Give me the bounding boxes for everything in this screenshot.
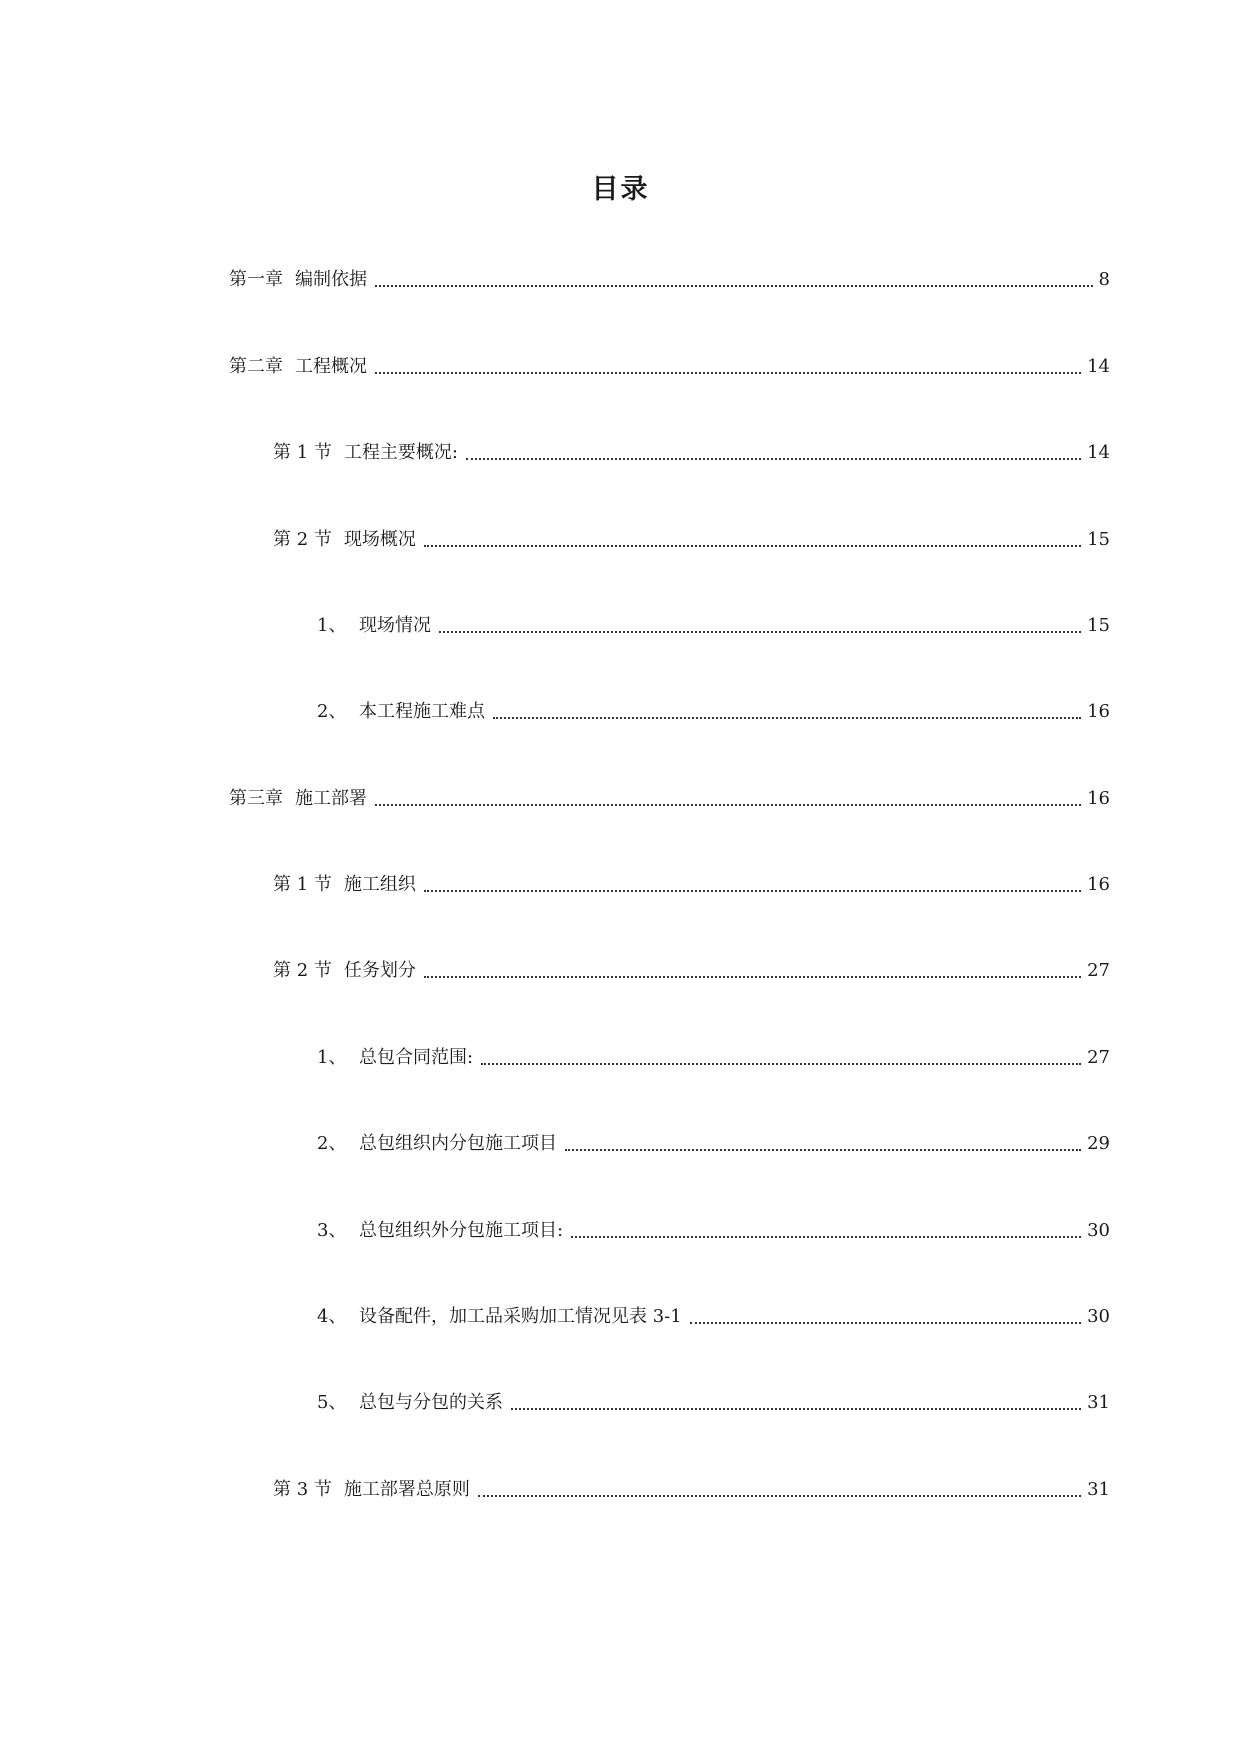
toc-entry-number: 4、: [317, 1306, 347, 1327]
dot-leader: [511, 1388, 1081, 1418]
toc-entry-number: 第 2 节: [273, 529, 332, 550]
toc-entry-title: 编制依据: [295, 269, 367, 290]
toc-entry-number: 第二章: [229, 356, 283, 377]
toc-entry[interactable]: [317, 697, 1110, 727]
dot-leader: [375, 784, 1081, 814]
toc-entry-title: 任务划分: [343, 960, 416, 981]
toc-entry-page: 31: [1087, 1479, 1110, 1500]
toc-entry-title: 现场概况: [343, 529, 416, 550]
toc-entry-number: 5、: [317, 1392, 347, 1413]
toc-entry[interactable]: [229, 265, 1110, 295]
toc-entry-number: 第 3 节: [273, 1479, 332, 1500]
dot-leader: [375, 352, 1081, 382]
toc-entry-title: 设备配件，加工品采购加工情况见表 3-1: [359, 1306, 682, 1327]
toc-entry-number: 第 1 节: [273, 442, 332, 463]
toc-entry[interactable]: [317, 1129, 1110, 1159]
toc-entry-number: 第一章: [229, 269, 283, 290]
dot-leader: [481, 1043, 1081, 1073]
toc-entry[interactable]: [273, 1475, 1110, 1505]
dot-leader: [565, 1129, 1081, 1159]
dot-leader: [571, 1216, 1081, 1246]
toc-entry-number: 2、: [317, 1133, 347, 1154]
toc-entry-title: 总包组织外分包施工项目:: [359, 1220, 564, 1241]
toc-entry[interactable]: [229, 784, 1110, 814]
toc-entry-page: 14: [1087, 442, 1110, 463]
toc-title: 目录: [591, 174, 650, 205]
toc-entry-number: 第三章: [229, 788, 283, 809]
dot-leader: [375, 265, 1093, 295]
toc-entry[interactable]: [317, 1216, 1110, 1246]
toc-entry-number: 3、: [317, 1220, 347, 1241]
toc-entry-number: 第 1 节: [273, 874, 332, 895]
toc-entry-title: 工程主要概况:: [343, 442, 458, 463]
toc-entry-page: 8: [1098, 269, 1110, 290]
toc-entry[interactable]: [317, 1302, 1110, 1332]
dot-leader: [478, 1475, 1081, 1505]
toc-entry-page: 15: [1087, 529, 1110, 550]
toc-entry-title: 总包合同范围:: [359, 1047, 474, 1068]
toc-entry-title: 施工部署: [295, 788, 367, 809]
toc-entry-page: 16: [1087, 701, 1110, 722]
toc-entry-page: 31: [1087, 1392, 1110, 1413]
toc-entry-number: 2、: [317, 701, 347, 722]
toc-entry-number: 1、: [317, 1047, 347, 1068]
toc-entry[interactable]: [273, 525, 1110, 555]
toc-entry[interactable]: [229, 352, 1110, 382]
dot-leader: [439, 611, 1081, 641]
dot-leader: [424, 956, 1081, 986]
toc-entry-page: 27: [1087, 1047, 1110, 1068]
toc-entry-page: 30: [1087, 1220, 1110, 1241]
dot-leader: [424, 525, 1081, 555]
toc-entry-page: 27: [1087, 960, 1110, 981]
toc-entry[interactable]: [273, 438, 1110, 468]
toc-entry[interactable]: [317, 1043, 1110, 1073]
toc-entry-page: 16: [1087, 788, 1110, 809]
toc-entry[interactable]: [273, 956, 1110, 986]
toc-entry-page: 16: [1087, 874, 1110, 895]
toc-entry[interactable]: [317, 1388, 1110, 1418]
dot-leader: [493, 697, 1081, 727]
toc-entry[interactable]: [317, 611, 1110, 641]
dot-leader: [690, 1302, 1081, 1332]
toc-entry-title: 总包与分包的关系: [359, 1392, 503, 1413]
dot-leader: [466, 438, 1081, 468]
toc-entry-title: 本工程施工难点: [359, 701, 485, 722]
toc-entry-title: 现场情况: [359, 615, 431, 636]
toc-entry-page: 15: [1087, 615, 1110, 636]
toc-entry-title: 总包组织内分包施工项目: [359, 1133, 557, 1154]
toc-entry-title: 施工组织: [343, 874, 416, 895]
toc-entry-title: 工程概况: [295, 356, 367, 377]
toc-entry-number: 第 2 节: [273, 960, 332, 981]
toc-entry[interactable]: [273, 870, 1110, 900]
toc-entry-page: 14: [1087, 356, 1110, 377]
dot-leader: [424, 870, 1081, 900]
toc-entry-number: 1、: [317, 615, 347, 636]
toc-entry-title: 施工部署总原则: [343, 1479, 470, 1500]
toc-entry-page: 30: [1087, 1306, 1110, 1327]
toc-entry-page: 29: [1087, 1133, 1110, 1154]
